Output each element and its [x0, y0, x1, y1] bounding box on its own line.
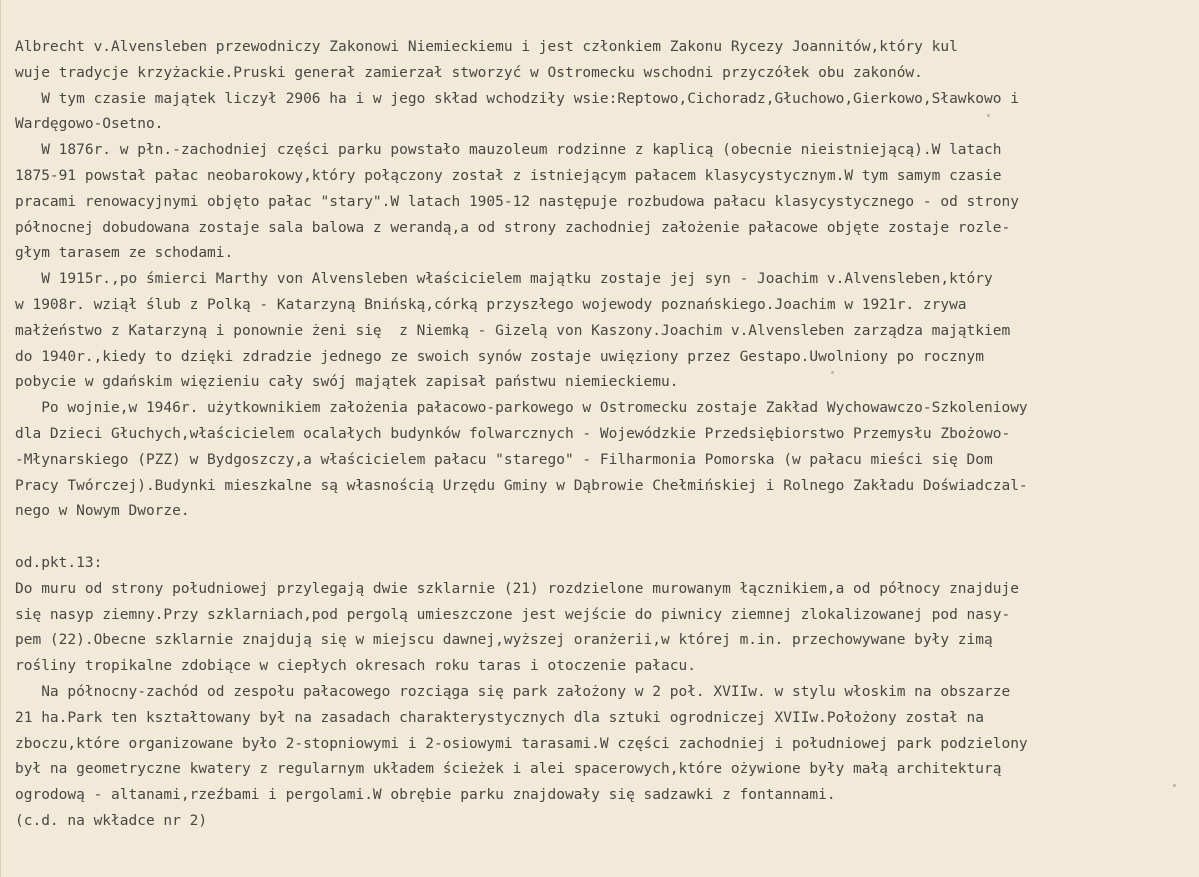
text-line: do 1940r.,kiedy to dzięki zdradzie jednego ze swoich synów zostaje uwięziony przez Gestapo.Uwolniony po rocznym	[15, 348, 985, 365]
text-line: nego w Nowym Dworze.	[15, 503, 190, 520]
text-line: -Młynarskiego (PZZ) w Bydgoszczy,a właścicielem pałacu "starego" - Filharmonia Pomorska (w pałacu mieści się Dom	[15, 451, 993, 468]
text-line: od.pkt.13:	[15, 555, 103, 571]
text-line: 21 ha.Park ten kształtowany był na zasadach charakterystycznych dla sztuki ogrodniczej XVIIw.Położony został na	[15, 709, 985, 726]
paper-speck	[1173, 784, 1176, 787]
text-line: małżeństwo z Katarzyną i ponownie żeni się z Niemką - Gizelą von Kaszony.Joachim v.Alvensleben zarządza majątkiem	[15, 322, 1011, 339]
text-line: zboczu,które organizowane było 2-stopniowymi i 2-osiowymi tarasami.W części zachodniej i południowej park podzielony	[15, 735, 1028, 752]
text-line: (c.d. na wkładce nr 2)	[15, 813, 208, 829]
text-line: W tym czasie majątek liczył 2906 ha i w jego skład wchodziły wsie:Reptowo,Cichoradz,Głuchowo,Gierkowo,Sławkowo i	[15, 90, 1019, 107]
paper-speck	[831, 371, 834, 374]
text-line: W 1915r.,po śmierci Marthy von Alvensleben właścicielem majątku zostaje jej syn - Joachim v.Alvensleben,który	[15, 271, 993, 288]
paper-speck	[987, 114, 990, 117]
text-line: W 1876r. w płn.-zachodniej części parku powstało mauzoleum rodzinne z kaplicą (obecnie nieistniejącą).W latach	[15, 142, 1002, 159]
text-line: dla Dzieci Głuchych,właścicielem ocalałych budynków folwarcznych - Wojewódzkie Przedsiębiorstwo Przemysłu Zbożowo-	[15, 426, 1011, 442]
text-line: Po wojnie,w 1946r. użytkownikiem założenia pałacowo-parkowego w Ostromecku zostaje Zakład Wychowawczo-Szkoleniowy	[15, 400, 1028, 417]
text-line: wuje tradycje krzyżackie.Pruski generał zamierzał stworzyć w Ostromecku wschodni przyczółek obu zakonów.	[15, 64, 923, 81]
text-line: pem (22).Obecne szklarnie znajdują się w miejscu dawnej,wyższej oranżerii,w której m.in. przechowywane były zimą	[15, 632, 993, 649]
text-line: pracami renowacyjnymi objęto pałac "stary".W latach 1905-12 następuje rozbudowa pałacu klasycystycznego - od strony	[15, 193, 1019, 210]
text-line: głym tarasem ze schodami.	[15, 245, 234, 262]
text-line: w 1908r. wziął ślub z Polką - Katarzyną Bnińską,córką przyszłego wojewody poznańskiego.Joachim w 1921r. zrywa	[15, 297, 967, 313]
text-line: Pracy Twórczej).Budynki mieszkalne są własnością Urzędu Gminy w Dąbrowie Chełmińskiej i Rolnego Zakładu Doświadczal-	[15, 477, 1028, 494]
text-line: pobycie w gdańskim więzieniu cały swój majątek zapisał państwu niemieckiemu.	[15, 374, 679, 391]
text-line: Do muru od strony południowej przylegają dwie szklarnie (21) rozdzielone murowanym łącznikiem,a od północy znajduje	[15, 580, 1019, 597]
text-line: ogrodową - altanami,rzeźbami i pergolami.W obrębie parku znajdowały się sadzawki z fontannami.	[15, 787, 836, 804]
text-line: rośliny tropikalne zdobiące w ciepłych okresach roku taras i otoczenie pałacu.	[15, 658, 696, 675]
text-line: 1875-91 powstał pałac neobarokowy,który połączony został z istniejącym pałacem klasycystycznym.W tym samym czasie	[15, 168, 1002, 184]
text-line: Wardęgowo-Osetno.	[15, 116, 164, 133]
text-line: północnej dobudowana zostaje sala balowa z werandą,a od strony zachodniej założenie pałacowe objęte zostaje rozle-	[15, 219, 1011, 236]
text-line: Na północny-zachód od zespołu pałacowego rozciąga się park założony w 2 poł. XVIIw. w stylu włoskim na obszarze	[15, 684, 1011, 700]
text-line: się nasyp ziemny.Przy szklarniach,pod pergolą umieszczone jest wejście do piwnicy ziemnej zlokalizowanej pod nasy-	[15, 606, 1011, 623]
text-line: był na geometryczne kwatery z regularnym układem ścieżek i alei spacerowych,które ożywione były małą architekturą	[15, 761, 1002, 778]
text-line: Albrecht v.Alvensleben przewodniczy Zakonowi Niemieckiemu i jest członkiem Zakonu Rycezy Joannitów,który kul	[15, 39, 958, 55]
